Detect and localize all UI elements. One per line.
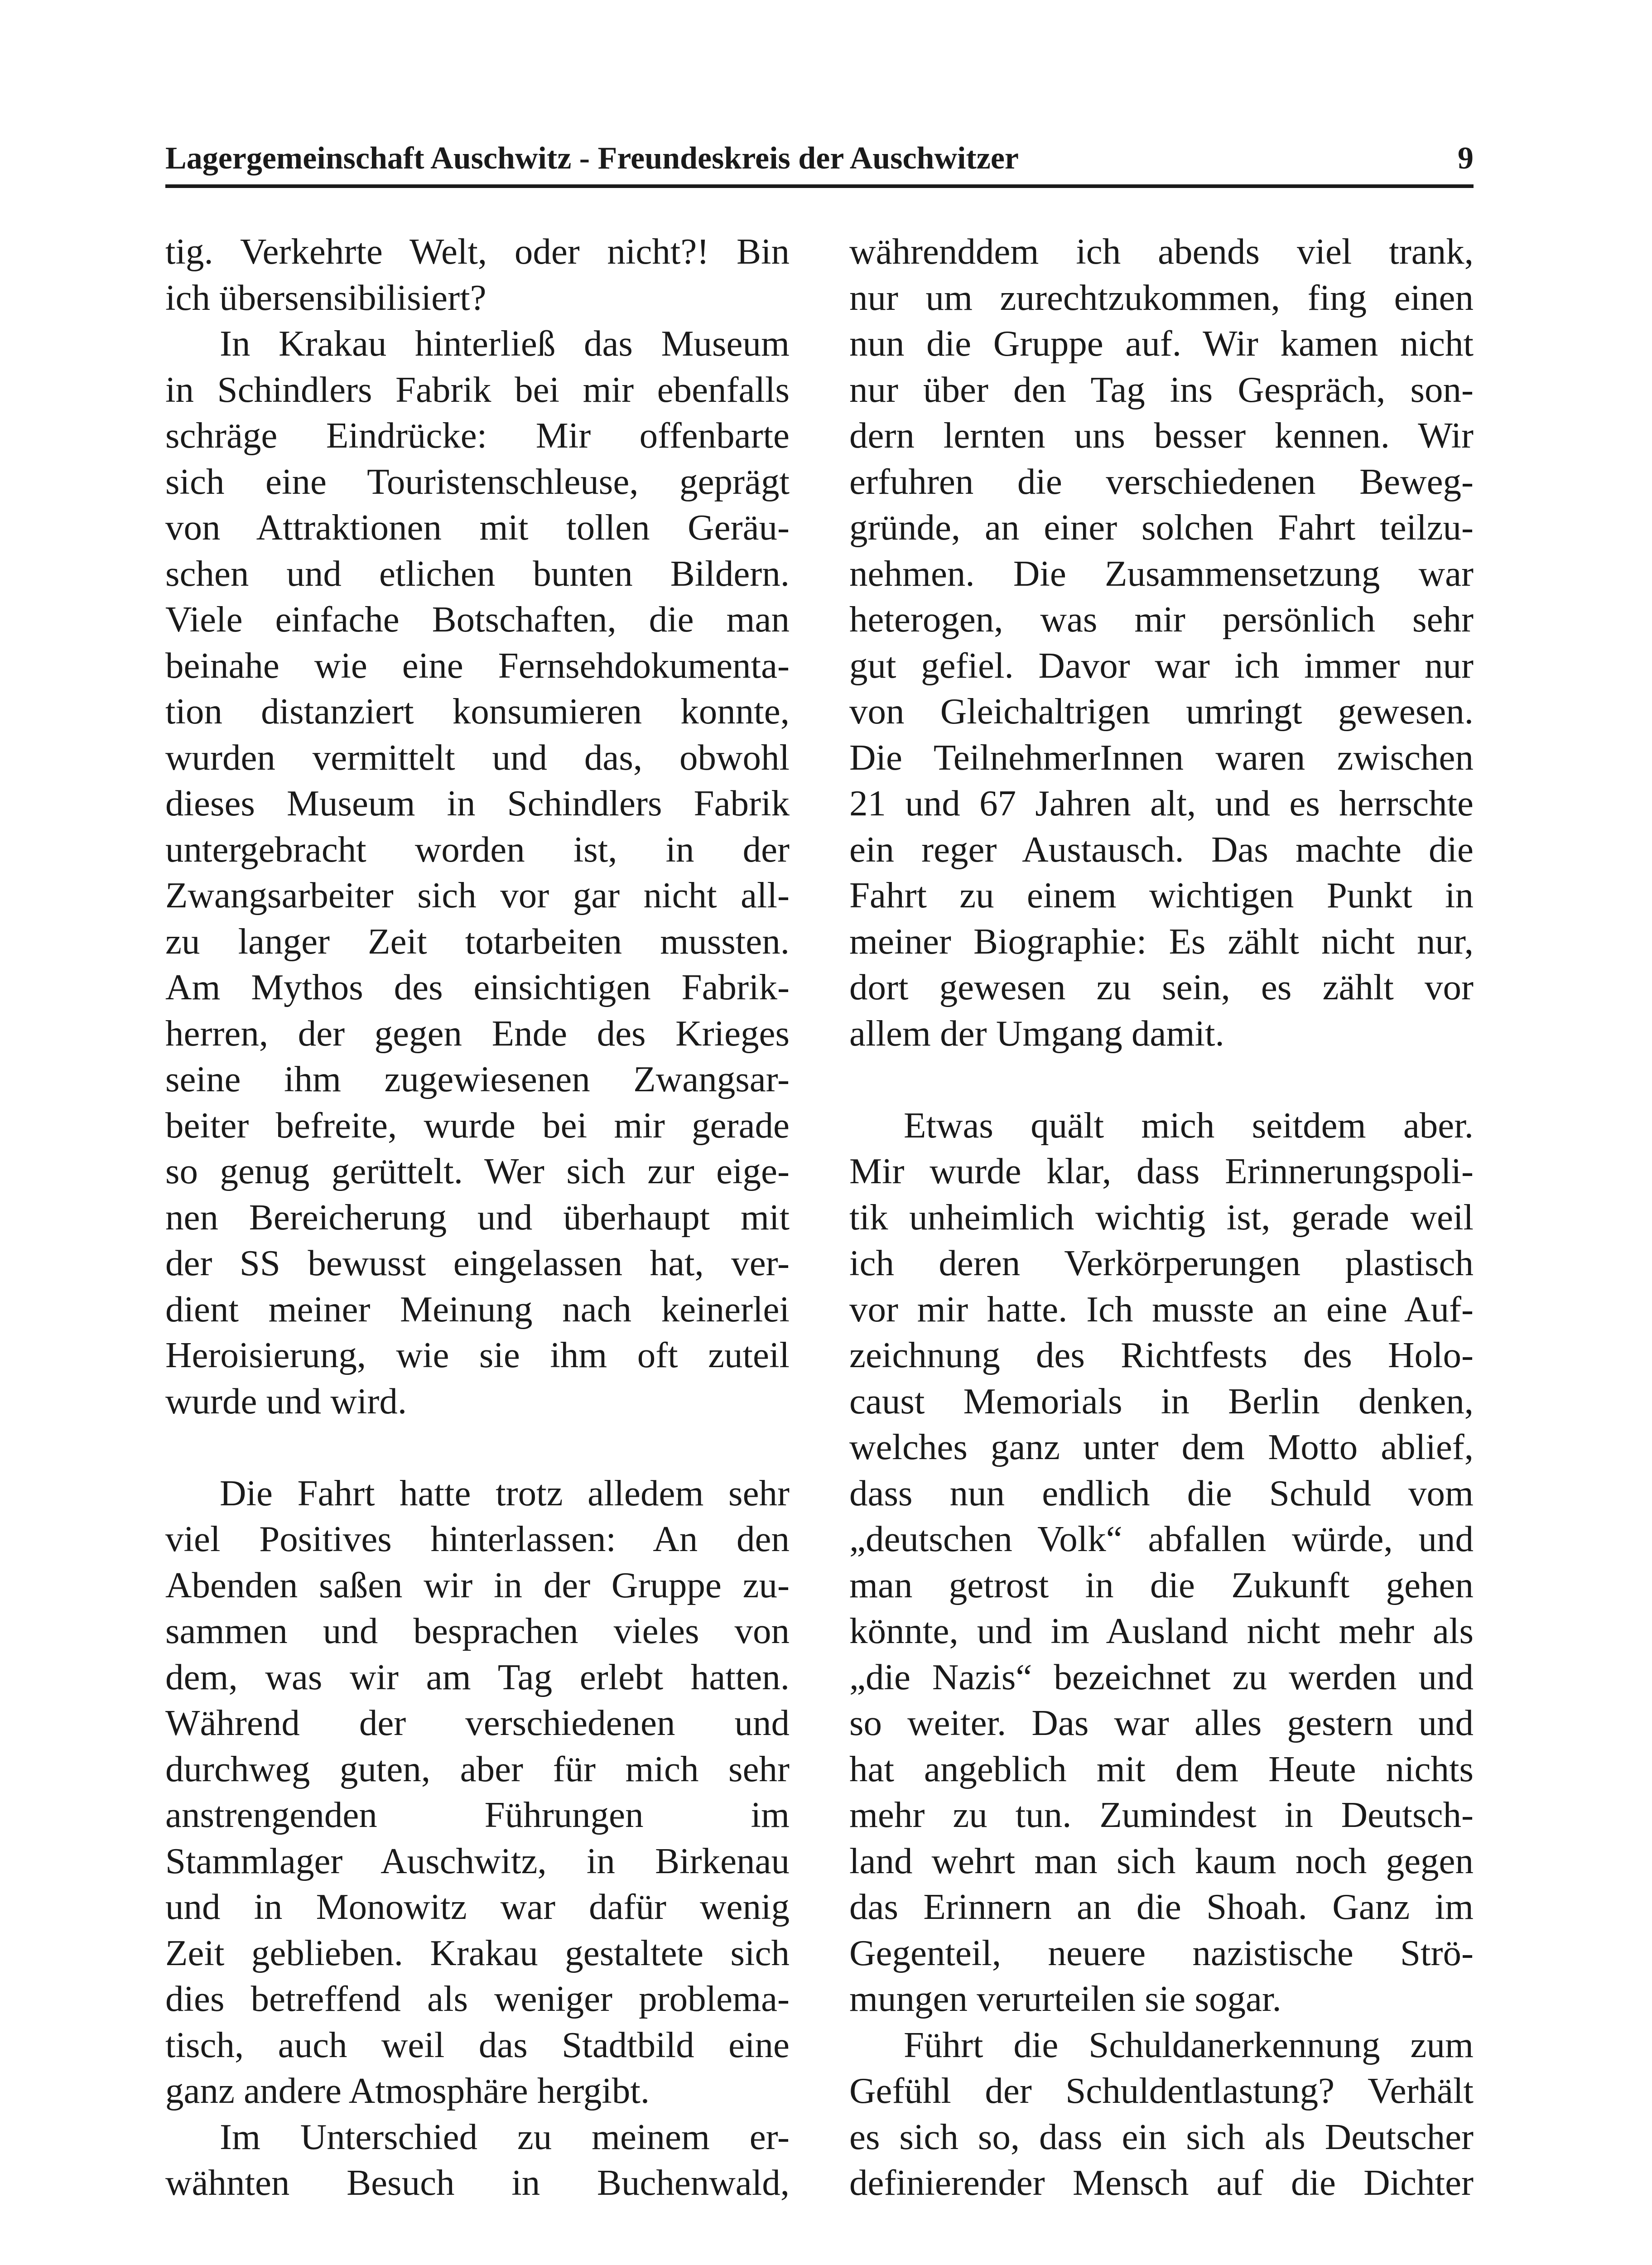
text-line: Führt die Schuldanerkennung zum — [904, 2024, 1474, 2065]
text-line: erfuhren die verschiedenen Beweg- — [849, 461, 1474, 502]
text-line: tig. Verkehrte Welt, oder nicht?! Bin — [165, 231, 790, 272]
text-line: Am Mythos des einsichtigen Fabrik- — [165, 967, 790, 1007]
text-line: währenddem ich abends viel trank, — [849, 231, 1474, 272]
text-line: nur um zurechtzukommen, fing einen — [849, 277, 1474, 318]
text-line: nun die Gruppe auf. Wir kamen nicht — [849, 323, 1474, 364]
text-line: Heroisierung, wie sie ihm oft zuteil — [165, 1335, 790, 1375]
right-text-column — [849, 229, 1474, 2206]
text-line: definierender Mensch auf die Dichter — [849, 2162, 1474, 2203]
text-line: nen Bereicherung und überhaupt mit — [165, 1196, 790, 1238]
text-line: dies betreffend als weniger problema- — [165, 1978, 790, 2019]
text-line: so genug gerüttelt. Wer sich zur eige- — [165, 1151, 790, 1191]
text-line: tisch, auch weil das Stadtbild eine — [165, 2024, 790, 2065]
text-line: schräge Eindrücke: Mir offenbarte — [165, 415, 790, 456]
text-line: ganz andere Atmosphäre hergibt. — [165, 2070, 650, 2111]
text-line: das Erinnern an die Shoah. Ganz im — [849, 1886, 1474, 1927]
text-line: ich deren Verkörperungen plastisch — [849, 1243, 1474, 1283]
text-line: anstrengenden Führungen im — [165, 1794, 790, 1835]
text-line: wurden vermittelt und das, obwohl — [165, 737, 790, 778]
text-line: es sich so, dass ein sich als Deutscher — [849, 2116, 1474, 2157]
text-line: dort gewesen zu sein, es zählt vor — [849, 967, 1474, 1007]
page-number: 9 — [1458, 141, 1474, 176]
text-line: vor mir hatte. Ich musste an eine Auf- — [849, 1288, 1474, 1330]
text-line: gut gefiel. Davor war ich immer nur — [849, 645, 1474, 686]
paragraph-gap — [165, 1424, 790, 1470]
text-line: Zeit geblieben. Krakau gestaltete sich — [165, 1932, 790, 1973]
text-line: sammen und besprachen vieles von — [165, 1610, 790, 1651]
text-line: tion distanziert konsumieren konnte, — [165, 691, 790, 732]
text-line: allem der Umgang damit. — [849, 1012, 1224, 1054]
text-line: mehr zu tun. Zumindest in Deutsch- — [849, 1794, 1474, 1835]
text-line: wähnten Besuch in Buchenwald, — [165, 2162, 790, 2203]
text-line: „die Nazis“ bezeichnet zu werden und — [849, 1656, 1474, 1697]
text-line: Abenden saßen wir in der Gruppe zu- — [165, 1564, 790, 1605]
text-line: zu langer Zeit totarbeiten mussten. — [165, 920, 790, 962]
text-line: dass nun endlich die Schuld vom — [849, 1472, 1474, 1513]
text-line: von Attraktionen mit tollen Geräu- — [165, 507, 790, 548]
running-head-title: Lagergemeinschaft Auschwitz - Freundeskreis der Auschwitzer — [165, 141, 1019, 176]
text-line: „deutschen Volk“ abfallen würde, und — [849, 1518, 1474, 1559]
text-line: man getrost in die Zukunft gehen — [849, 1564, 1474, 1605]
text-line: nur über den Tag ins Gespräch, son- — [849, 369, 1474, 410]
text-line: Zwangsarbeiter sich vor gar nicht all- — [165, 875, 790, 916]
text-line: mungen verurteilen sie sogar. — [849, 1978, 1281, 2019]
text-line: Etwas quält mich seitdem aber. — [904, 1104, 1474, 1146]
text-line: der SS bewusst eingelassen hat, ver- — [165, 1243, 790, 1283]
text-line: beiter befreite, wurde bei mir gerade — [165, 1104, 790, 1146]
text-line: ein reger Austausch. Das machte die — [849, 829, 1474, 870]
text-line: welches ganz unter dem Motto ablief, — [849, 1426, 1474, 1467]
text-line: hat angeblich mit dem Heute nichts — [849, 1748, 1474, 1789]
text-line: Gegenteil, neuere nazistische Strö- — [849, 1932, 1474, 1973]
text-line: gründe, an einer solchen Fahrt teilzu- — [849, 507, 1474, 548]
text-line: viel Positives hinterlassen: An den — [165, 1518, 790, 1559]
text-line: durchweg guten, aber für mich sehr — [165, 1748, 790, 1789]
text-line: caust Memorials in Berlin denken, — [849, 1380, 1474, 1422]
text-line: Während der verschiedenen und — [165, 1702, 790, 1743]
text-line: ich übersensibilisiert? — [165, 277, 486, 318]
text-line: so weiter. Das war alles gestern und — [849, 1702, 1474, 1743]
text-line: 21 und 67 Jahren alt, und es herrschte — [849, 783, 1474, 824]
text-line: von Gleichaltrigen umringt gewesen. — [849, 691, 1474, 732]
text-line: seine ihm zugewiesenen Zwangsar- — [165, 1059, 790, 1099]
text-line: könnte, und im Ausland nicht mehr als — [849, 1610, 1474, 1651]
text-line: in Schindlers Fabrik bei mir ebenfalls — [165, 369, 790, 410]
text-line: sich eine Touristenschleuse, geprägt — [165, 461, 790, 502]
text-line: land wehrt man sich kaum noch gegen — [849, 1840, 1474, 1881]
text-line: Fahrt zu einem wichtigen Punkt in — [849, 875, 1474, 916]
text-line: tik unheimlich wichtig ist, gerade weil — [849, 1196, 1474, 1238]
text-line: dieses Museum in Schindlers Fabrik — [165, 783, 790, 824]
text-line: nehmen. Die Zusammensetzung war — [849, 553, 1474, 594]
text-line: dient meiner Meinung nach keinerlei — [165, 1288, 790, 1330]
text-line: Stammlager Auschwitz, in Birkenau — [165, 1840, 790, 1881]
text-line: dern lernten uns besser kennen. Wir — [849, 415, 1474, 456]
paragraph-gap — [849, 1056, 1474, 1103]
text-line: Im Unterschied zu meinem er- — [220, 2116, 790, 2157]
text-line: zeichnung des Richtfests des Holo- — [849, 1335, 1474, 1375]
header-rule — [165, 184, 1474, 188]
text-line: Mir wurde klar, dass Erinnerungspoli- — [849, 1151, 1474, 1191]
text-line: meiner Biographie: Es zählt nicht nur, — [849, 920, 1474, 962]
text-line: beinahe wie eine Fernsehdokumenta- — [165, 645, 790, 686]
text-line: heterogen, was mir persönlich sehr — [849, 599, 1474, 640]
text-line: dem, was wir am Tag erlebt hatten. — [165, 1656, 790, 1697]
text-line: untergebracht worden ist, in der — [165, 829, 790, 870]
text-line: Die TeilnehmerInnen waren zwischen — [849, 737, 1474, 778]
text-line: Viele einfache Botschaften, die man — [165, 599, 790, 640]
text-line: Gefühl der Schuldentlastung? Verhält — [849, 2070, 1474, 2111]
text-line: Die Fahrt hatte trotz alledem sehr — [220, 1472, 790, 1513]
text-line: In Krakau hinterließ das Museum — [220, 323, 790, 364]
text-line: herren, der gegen Ende des Krieges — [165, 1012, 790, 1054]
text-line: wurde und wird. — [165, 1380, 407, 1422]
running-head — [165, 132, 1474, 184]
left-text-column — [165, 229, 790, 2206]
text-line: schen und etlichen bunten Bildern. — [165, 553, 790, 594]
text-line: und in Monowitz war dafür wenig — [165, 1886, 790, 1927]
